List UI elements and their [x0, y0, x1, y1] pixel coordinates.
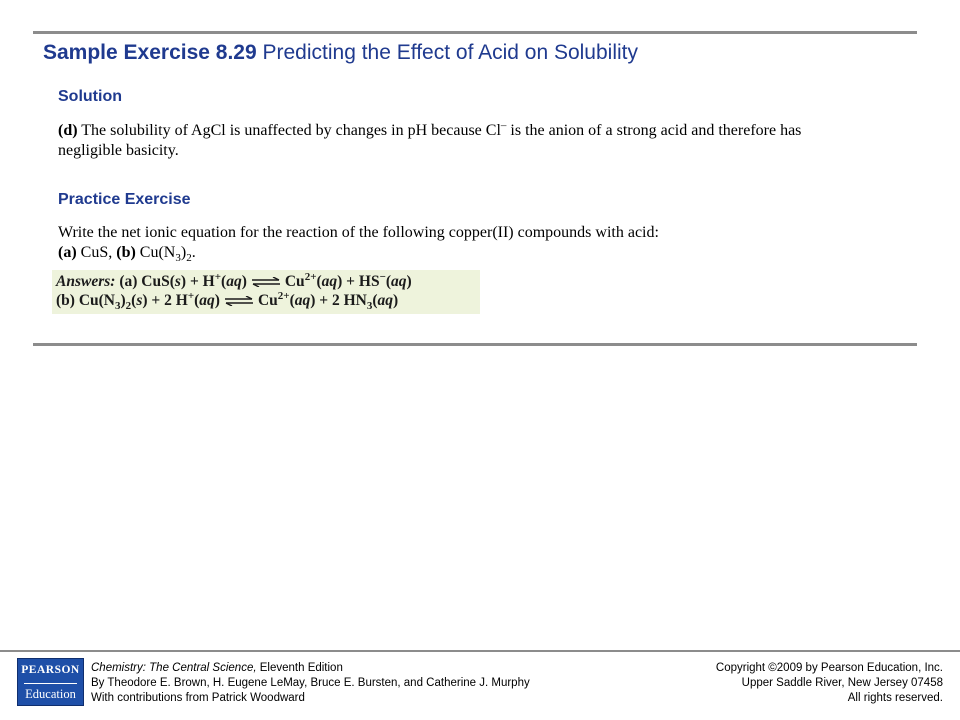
answers-label: Answers:: [56, 273, 116, 290]
eq-b-rhs-5: ): [393, 292, 399, 309]
compound-b-end: .: [191, 244, 196, 261]
answer-line-b: [56, 289, 399, 313]
footer-divider: [0, 650, 960, 652]
compound-b-sub: 3: [175, 252, 181, 265]
compound-b-paren: ): [180, 244, 187, 261]
eq-b-rhs-2: (: [289, 292, 295, 309]
solution-paragraph: [58, 121, 858, 161]
logo-top-text: PEARSON: [21, 664, 80, 676]
eq-b-sub-3: 3: [366, 300, 373, 313]
eq-b-lhs-3: (: [131, 292, 137, 309]
bottom-divider: [33, 343, 917, 346]
eq-b-state-s: s: [136, 292, 143, 309]
eq-a-lhs-2: ) + H: [180, 273, 215, 290]
part-a-label: (a): [58, 244, 77, 261]
answer-b-label: (b): [56, 292, 75, 309]
eq-a-rhs-1: Cu: [284, 273, 305, 290]
book-title: Chemistry: The Central Science,: [91, 662, 257, 674]
eq-b-state-aq2: aq: [294, 292, 311, 309]
footer-title-line: [91, 661, 530, 676]
eq-b-lhs-1: Cu(N: [78, 292, 115, 309]
eq-b-lhs-4: ) + 2 H: [142, 292, 188, 309]
eq-b-h-charge: +: [187, 289, 195, 302]
eq-a-rhs-5: ): [406, 273, 412, 290]
eq-b-sub-2: 2: [125, 300, 132, 313]
eq-a-rhs-3: ) + HS: [337, 273, 380, 290]
slide-title: [43, 41, 638, 65]
book-edition: Eleventh Edition: [256, 662, 343, 674]
rights-reserved: All rights reserved.: [847, 692, 943, 704]
eq-b-lhs-6: ): [214, 292, 220, 309]
eq-b-rhs-3: ) + 2 HN: [310, 292, 367, 309]
publisher-address: Upper Saddle River, New Jersey 07458: [741, 677, 943, 689]
eq-b-lhs-2: ): [120, 292, 126, 309]
equilibrium-arrow-icon: [251, 277, 281, 287]
eq-a-state-aq2: aq: [321, 273, 338, 290]
eq-a-state-aq3: aq: [391, 273, 407, 290]
part-b-label: (b): [116, 244, 136, 261]
eq-a-hs-charge: −: [379, 270, 386, 283]
answer-a-label: (a): [119, 273, 138, 290]
top-divider: [33, 31, 917, 34]
solution-text-a: The solubility of AgCl is unaffected by changes in pH because Cl: [77, 122, 501, 139]
eq-b-cu-charge: 2+: [277, 289, 290, 302]
chloride-charge: –: [500, 119, 507, 132]
eq-b-rhs-4: (: [372, 292, 378, 309]
eq-a-rhs-4: (: [385, 273, 392, 290]
eq-a-lhs-1: CuS(: [141, 273, 175, 290]
practice-compounds: [58, 243, 878, 263]
compound-a: CuS,: [76, 244, 117, 261]
practice-heading: Practice Exercise: [58, 191, 191, 208]
exercise-number: Sample Exercise 8.29: [43, 41, 257, 64]
compound-b-part: Cu(N: [135, 244, 176, 261]
eq-b-state-aq3: aq: [377, 292, 394, 309]
eq-a-state-aq: aq: [226, 273, 242, 290]
eq-b-rhs-1: Cu: [257, 292, 278, 309]
eq-a-lhs-4: ): [241, 273, 247, 290]
answers-box: [52, 270, 480, 314]
part-d-label: (d): [58, 122, 78, 139]
copyright-line: Copyright ©2009 by Pearson Education, Inc.: [715, 662, 943, 674]
eq-a-state-s: s: [174, 273, 181, 290]
exercise-title: Predicting the Effect of Acid on Solubility: [262, 41, 638, 64]
footer-copyright: [716, 661, 943, 706]
pearson-logo: [17, 658, 84, 706]
compound-b-sub2: 2: [186, 252, 192, 265]
eq-a-h-charge: +: [214, 270, 222, 283]
eq-b-lhs-5: (: [194, 292, 200, 309]
book-authors: By Theodore E. Brown, H. Eugene LeMay, Bruce E. Bursten, and Catherine J. Murphy: [91, 677, 530, 689]
eq-b-sub-1: 3: [115, 300, 121, 313]
footer-book-info: [91, 661, 530, 706]
practice-prompt: Write the net ionic equation for the reaction of the following copper(II) compounds with acid:: [58, 224, 659, 241]
equilibrium-arrow-icon: [224, 296, 254, 306]
answer-line-a: [56, 270, 412, 291]
solution-heading: Solution: [58, 88, 122, 105]
solution-text-b: is the anion of a strong acid and therefore has negligible basicity.: [58, 122, 802, 159]
logo-bottom-text: Education: [25, 687, 76, 701]
eq-b-state-aq: aq: [199, 292, 215, 309]
eq-a-lhs-3: (: [221, 273, 227, 290]
eq-a-rhs-2: (: [316, 273, 322, 290]
eq-a-cu-charge: 2+: [304, 270, 317, 283]
practice-paragraph: [58, 223, 878, 263]
book-contributors: With contributions from Patrick Woodward: [91, 692, 305, 704]
